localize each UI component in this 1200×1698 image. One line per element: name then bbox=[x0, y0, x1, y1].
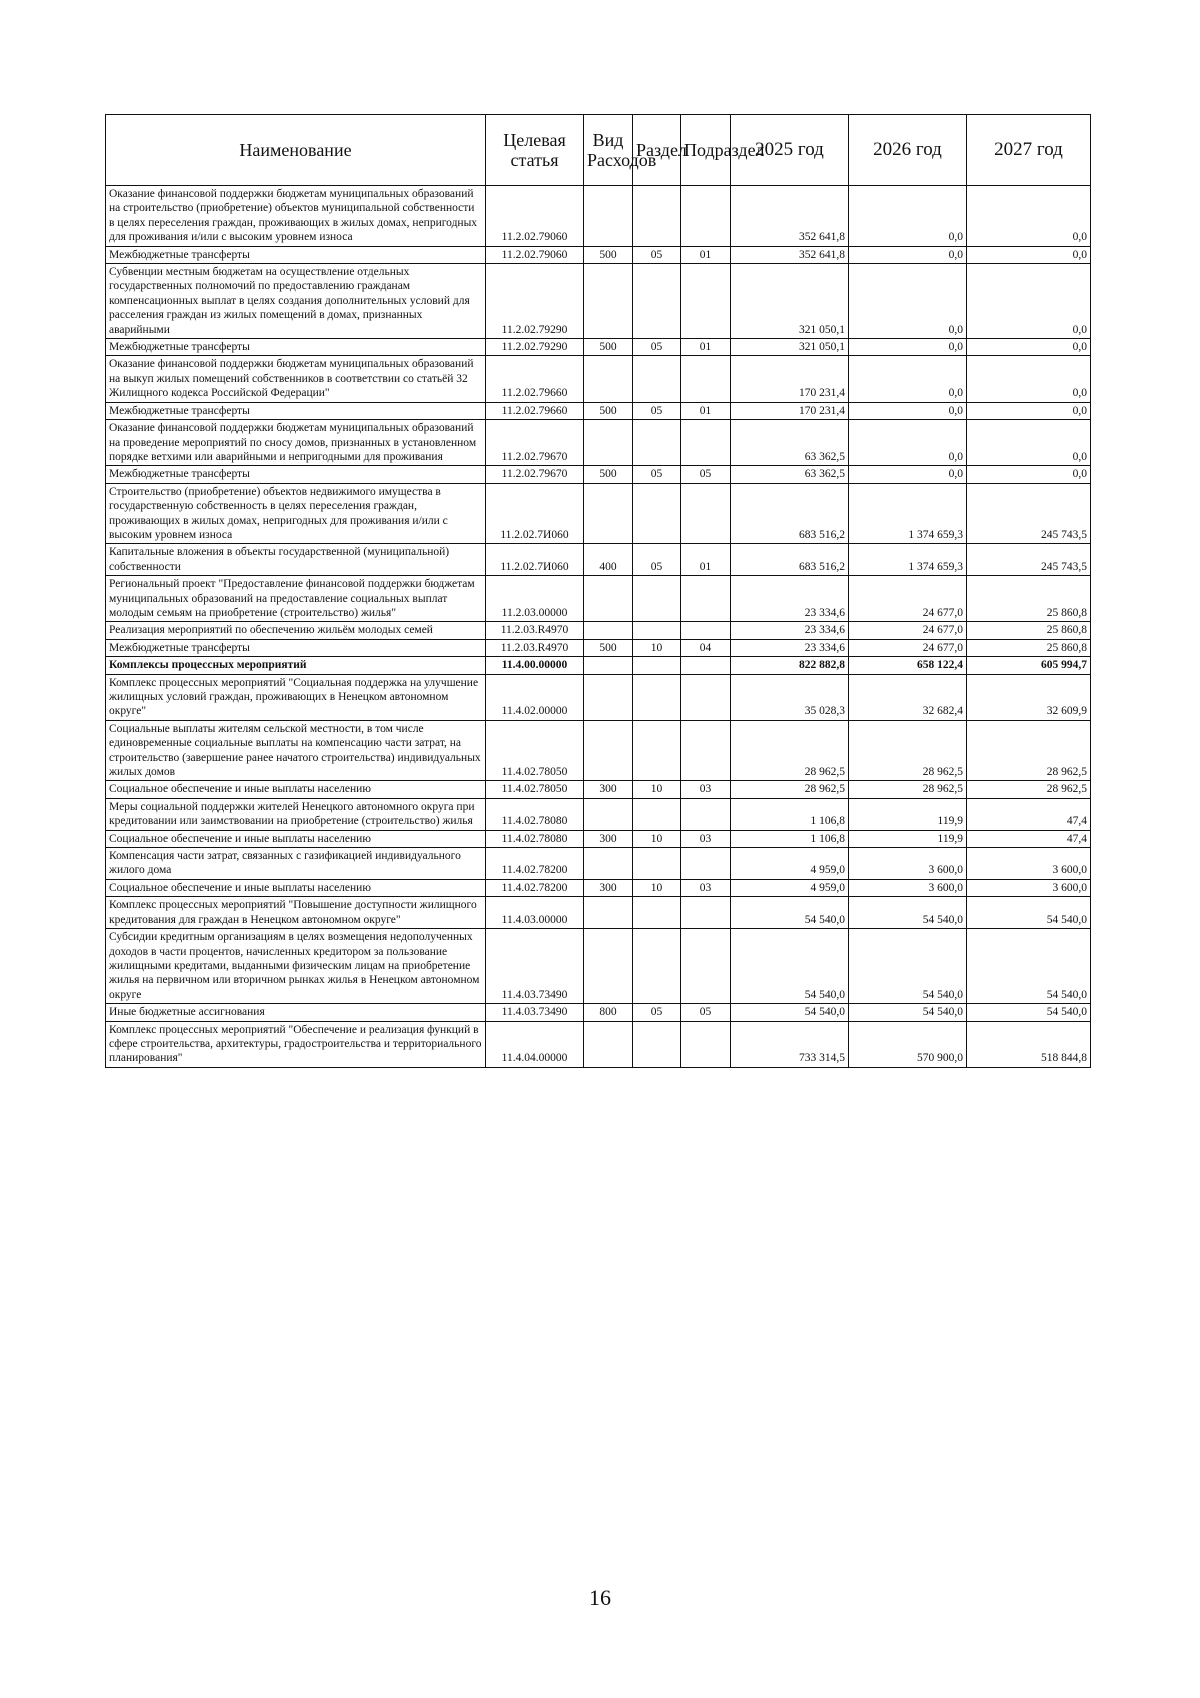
cell-2025: 321 050,1 bbox=[731, 339, 849, 356]
table-row bbox=[106, 657, 1091, 674]
cell-name: Региональный проект "Предоставление финансовой поддержки бюджетам муниципальных образований на предоставление социальных выплат молодым семьям на приобретение (строительство) жилья" bbox=[106, 576, 486, 622]
cell-name: Межбюджетные трансферты bbox=[106, 402, 486, 419]
cell-2026: 24 677,0 bbox=[849, 622, 967, 639]
cell-subsection: 01 bbox=[681, 544, 731, 576]
cell-name: Строительство (приобретение) объектов недвижимого имущества в государственную собственность в целях переселения граждан, проживающих в жилых домах, непригодных для проживания и/или с высоким уровнем износа bbox=[106, 483, 486, 544]
cell-target: 11.4.02.78200 bbox=[486, 848, 584, 880]
cell-2027: 0,0 bbox=[967, 186, 1091, 247]
cell-2026: 28 962,5 bbox=[849, 781, 967, 798]
cell-section bbox=[633, 929, 681, 1004]
cell-subsection: 05 bbox=[681, 1004, 731, 1021]
cell-type bbox=[584, 929, 633, 1004]
cell-subsection: 05 bbox=[681, 466, 731, 483]
cell-type: 800 bbox=[584, 1004, 633, 1021]
cell-target: 11.2.02.7И060 bbox=[486, 483, 584, 544]
cell-2027: 3 600,0 bbox=[967, 879, 1091, 896]
table-row bbox=[106, 1021, 1091, 1067]
cell-2027: 47,4 bbox=[967, 830, 1091, 847]
cell-2026: 54 540,0 bbox=[849, 1004, 967, 1021]
cell-target: 11.4.02.00000 bbox=[486, 674, 584, 720]
cell-type bbox=[584, 264, 633, 339]
cell-2026: 570 900,0 bbox=[849, 1021, 967, 1067]
cell-section bbox=[633, 483, 681, 544]
cell-name: Иные бюджетные ассигнования bbox=[106, 1004, 486, 1021]
table-row bbox=[106, 420, 1091, 466]
cell-name: Оказание финансовой поддержки бюджетам муниципальных образований на строительство (приобретение) объектов муниципальной собственности в целях переселения граждан, проживающих в жилых домах, непригодных для проживания и/или с высоким уровнем износа bbox=[106, 186, 486, 247]
cell-target: 11.2.03.00000 bbox=[486, 576, 584, 622]
cell-2025: 23 334,6 bbox=[731, 576, 849, 622]
cell-section bbox=[633, 356, 681, 402]
table-row bbox=[106, 576, 1091, 622]
cell-2027: 54 540,0 bbox=[967, 1004, 1091, 1021]
table-row bbox=[106, 674, 1091, 720]
cell-subsection: 01 bbox=[681, 246, 731, 263]
cell-subsection bbox=[681, 798, 731, 830]
cell-2026: 0,0 bbox=[849, 339, 967, 356]
cell-2027: 245 743,5 bbox=[967, 483, 1091, 544]
cell-target: 11.4.02.78200 bbox=[486, 879, 584, 896]
cell-name: Межбюджетные трансферты bbox=[106, 639, 486, 656]
cell-name: Межбюджетные трансферты bbox=[106, 246, 486, 263]
cell-subsection: 01 bbox=[681, 339, 731, 356]
table-row bbox=[106, 339, 1091, 356]
cell-name: Оказание финансовой поддержки бюджетам муниципальных образований на проведение мероприятий по сносу домов, признанных в установленном порядке ветхими или аварийными и непригодными для проживания bbox=[106, 420, 486, 466]
table-row bbox=[106, 483, 1091, 544]
cell-target: 11.2.02.79670 bbox=[486, 420, 584, 466]
cell-2025: 352 641,8 bbox=[731, 246, 849, 263]
cell-subsection bbox=[681, 929, 731, 1004]
cell-type bbox=[584, 657, 633, 674]
cell-name: Межбюджетные трансферты bbox=[106, 339, 486, 356]
table-row bbox=[106, 848, 1091, 880]
cell-2026: 0,0 bbox=[849, 246, 967, 263]
header-type: Вид Расходов bbox=[584, 115, 633, 186]
table-row bbox=[106, 879, 1091, 896]
cell-section: 10 bbox=[633, 879, 681, 896]
cell-2027: 25 860,8 bbox=[967, 639, 1091, 656]
cell-2025: 733 314,5 bbox=[731, 1021, 849, 1067]
cell-subsection bbox=[681, 483, 731, 544]
cell-target: 11.2.02.79290 bbox=[486, 339, 584, 356]
header-2026: 2026 год bbox=[849, 115, 967, 186]
cell-2026: 0,0 bbox=[849, 264, 967, 339]
cell-type: 300 bbox=[584, 781, 633, 798]
header-2027: 2027 год bbox=[967, 115, 1091, 186]
cell-2026: 0,0 bbox=[849, 420, 967, 466]
cell-section bbox=[633, 186, 681, 247]
cell-section bbox=[633, 848, 681, 880]
cell-section: 05 bbox=[633, 402, 681, 419]
cell-2025: 4 959,0 bbox=[731, 879, 849, 896]
cell-type bbox=[584, 897, 633, 929]
cell-2027: 54 540,0 bbox=[967, 929, 1091, 1004]
cell-name: Оказание финансовой поддержки бюджетам муниципальных образований на выкуп жилых помещений собственников в соответствии со статьёй 32 Жилищного кодекса Российской Федерации" bbox=[106, 356, 486, 402]
cell-2027: 25 860,8 bbox=[967, 622, 1091, 639]
cell-subsection: 03 bbox=[681, 830, 731, 847]
cell-target: 11.2.02.7И060 bbox=[486, 544, 584, 576]
cell-name: Социальное обеспечение и иные выплаты населению bbox=[106, 781, 486, 798]
cell-name: Комплекс процессных мероприятий "Социальная поддержка на улучшение жилищных условий граждан, проживающих в Ненецком автономном округе" bbox=[106, 674, 486, 720]
cell-type: 500 bbox=[584, 339, 633, 356]
cell-type: 400 bbox=[584, 544, 633, 576]
cell-target: 11.4.03.73490 bbox=[486, 929, 584, 1004]
cell-target: 11.2.03.R4970 bbox=[486, 639, 584, 656]
cell-section bbox=[633, 622, 681, 639]
table-row bbox=[106, 544, 1091, 576]
cell-target: 11.2.02.79060 bbox=[486, 186, 584, 247]
cell-section: 10 bbox=[633, 781, 681, 798]
cell-2027: 0,0 bbox=[967, 339, 1091, 356]
table-row bbox=[106, 246, 1091, 263]
cell-2026: 3 600,0 bbox=[849, 848, 967, 880]
cell-2025: 170 231,4 bbox=[731, 402, 849, 419]
header-target: Целевая статья bbox=[486, 115, 584, 186]
table-row bbox=[106, 781, 1091, 798]
cell-2026: 1 374 659,3 bbox=[849, 544, 967, 576]
cell-type: 500 bbox=[584, 402, 633, 419]
cell-section: 05 bbox=[633, 339, 681, 356]
cell-2025: 63 362,5 bbox=[731, 466, 849, 483]
cell-target: 11.4.02.78050 bbox=[486, 720, 584, 781]
cell-2026: 24 677,0 bbox=[849, 576, 967, 622]
cell-section bbox=[633, 1021, 681, 1067]
cell-target: 11.4.02.78080 bbox=[486, 830, 584, 847]
cell-2027: 32 609,9 bbox=[967, 674, 1091, 720]
cell-section bbox=[633, 264, 681, 339]
cell-subsection bbox=[681, 264, 731, 339]
cell-type bbox=[584, 1021, 633, 1067]
cell-2026: 119,9 bbox=[849, 798, 967, 830]
cell-2026: 0,0 bbox=[849, 466, 967, 483]
cell-2026: 24 677,0 bbox=[849, 639, 967, 656]
cell-subsection bbox=[681, 1021, 731, 1067]
cell-2025: 683 516,2 bbox=[731, 544, 849, 576]
cell-2025: 822 882,8 bbox=[731, 657, 849, 674]
cell-subsection bbox=[681, 622, 731, 639]
table-row bbox=[106, 929, 1091, 1004]
cell-section bbox=[633, 576, 681, 622]
cell-subsection bbox=[681, 897, 731, 929]
cell-2027: 47,4 bbox=[967, 798, 1091, 830]
cell-section: 10 bbox=[633, 639, 681, 656]
cell-target: 11.2.02.79060 bbox=[486, 246, 584, 263]
cell-2027: 0,0 bbox=[967, 264, 1091, 339]
cell-type bbox=[584, 483, 633, 544]
cell-target: 11.4.03.73490 bbox=[486, 1004, 584, 1021]
cell-2025: 54 540,0 bbox=[731, 897, 849, 929]
cell-target: 11.2.02.79290 bbox=[486, 264, 584, 339]
cell-2025: 683 516,2 bbox=[731, 483, 849, 544]
cell-type: 300 bbox=[584, 879, 633, 896]
cell-target: 11.4.00.00000 bbox=[486, 657, 584, 674]
header-2025: 2025 год bbox=[731, 115, 849, 186]
cell-2025: 170 231,4 bbox=[731, 356, 849, 402]
cell-name: Социальное обеспечение и иные выплаты населению bbox=[106, 830, 486, 847]
cell-2026: 658 122,4 bbox=[849, 657, 967, 674]
budget-table bbox=[105, 114, 1091, 1068]
table-row bbox=[106, 639, 1091, 656]
cell-2027: 3 600,0 bbox=[967, 848, 1091, 880]
cell-section: 05 bbox=[633, 544, 681, 576]
cell-target: 11.2.03.R4970 bbox=[486, 622, 584, 639]
table-row bbox=[106, 186, 1091, 247]
cell-2026: 28 962,5 bbox=[849, 720, 967, 781]
cell-name: Субсидии кредитным организациям в целях возмещения недополученных доходов в части процентов, начисленных кредитором за пользование жилищными кредитами, выданными физическим лицам на приобретение жилья на первичном или вторичном рынках жилья в Ненецком автономном округе bbox=[106, 929, 486, 1004]
cell-subsection bbox=[681, 186, 731, 247]
cell-type bbox=[584, 420, 633, 466]
cell-section: 05 bbox=[633, 466, 681, 483]
cell-type: 300 bbox=[584, 830, 633, 847]
header-name: Наименование bbox=[106, 115, 486, 186]
cell-2027: 0,0 bbox=[967, 356, 1091, 402]
cell-type bbox=[584, 848, 633, 880]
cell-2026: 0,0 bbox=[849, 402, 967, 419]
cell-name: Капитальные вложения в объекты государственной (муниципальной) собственности bbox=[106, 544, 486, 576]
cell-2026: 3 600,0 bbox=[849, 879, 967, 896]
cell-2025: 23 334,6 bbox=[731, 639, 849, 656]
cell-2026: 54 540,0 bbox=[849, 897, 967, 929]
cell-subsection bbox=[681, 674, 731, 720]
cell-2026: 1 374 659,3 bbox=[849, 483, 967, 544]
cell-type bbox=[584, 356, 633, 402]
cell-type bbox=[584, 576, 633, 622]
cell-type bbox=[584, 622, 633, 639]
cell-2026: 54 540,0 bbox=[849, 929, 967, 1004]
cell-2025: 54 540,0 bbox=[731, 1004, 849, 1021]
cell-section: 05 bbox=[633, 246, 681, 263]
table-row bbox=[106, 356, 1091, 402]
cell-2027: 245 743,5 bbox=[967, 544, 1091, 576]
cell-2027: 0,0 bbox=[967, 402, 1091, 419]
cell-type bbox=[584, 674, 633, 720]
cell-type bbox=[584, 798, 633, 830]
cell-subsection bbox=[681, 420, 731, 466]
cell-2026: 119,9 bbox=[849, 830, 967, 847]
cell-type: 500 bbox=[584, 466, 633, 483]
page-number: 16 bbox=[589, 1585, 611, 1610]
cell-2025: 4 959,0 bbox=[731, 848, 849, 880]
cell-2025: 1 106,8 bbox=[731, 798, 849, 830]
cell-target: 11.4.04.00000 bbox=[486, 1021, 584, 1067]
table-row bbox=[106, 1004, 1091, 1021]
cell-name: Меры социальной поддержки жителей Ненецкого автономного округа при кредитовании или заимствовании на приобретение (строительство) жилья bbox=[106, 798, 486, 830]
cell-section bbox=[633, 657, 681, 674]
cell-name: Комплекс процессных мероприятий "Обеспечение и реализация функций в сфере строительства, архитектуры, градостроительства и территориального планирования" bbox=[106, 1021, 486, 1067]
cell-subsection: 03 bbox=[681, 781, 731, 798]
cell-name: Субвенции местным бюджетам на осуществление отдельных государственных полномочий по предоставлению гражданам компенсационных выплат в целях создания дополнительных условий для расселения граждан из жилых помещений в домах, признанных аварийными bbox=[106, 264, 486, 339]
cell-2027: 25 860,8 bbox=[967, 576, 1091, 622]
cell-2027: 518 844,8 bbox=[967, 1021, 1091, 1067]
cell-name: Социальные выплаты жителям сельской местности, в том числе единовременные социальные выплаты на компенсацию части затрат, на строительство (завершение ранее начатого строительства) индивидуальных жилых домов bbox=[106, 720, 486, 781]
cell-section: 05 bbox=[633, 1004, 681, 1021]
cell-target: 11.2.02.79660 bbox=[486, 402, 584, 419]
cell-target: 11.4.03.00000 bbox=[486, 897, 584, 929]
cell-subsection bbox=[681, 657, 731, 674]
cell-subsection bbox=[681, 848, 731, 880]
cell-section bbox=[633, 674, 681, 720]
header-section: Раздел bbox=[633, 115, 681, 186]
cell-type: 500 bbox=[584, 246, 633, 263]
table-row bbox=[106, 466, 1091, 483]
cell-target: 11.4.02.78080 bbox=[486, 798, 584, 830]
cell-name: Межбюджетные трансферты bbox=[106, 466, 486, 483]
table-row bbox=[106, 830, 1091, 847]
table-row bbox=[106, 402, 1091, 419]
cell-subsection: 01 bbox=[681, 402, 731, 419]
cell-section bbox=[633, 798, 681, 830]
cell-2025: 1 106,8 bbox=[731, 830, 849, 847]
cell-2025: 352 641,8 bbox=[731, 186, 849, 247]
header-row bbox=[106, 115, 1091, 186]
cell-subsection bbox=[681, 576, 731, 622]
cell-2026: 32 682,4 bbox=[849, 674, 967, 720]
cell-2027: 0,0 bbox=[967, 420, 1091, 466]
cell-name: Реализация мероприятий по обеспечению жильём молодых семей bbox=[106, 622, 486, 639]
cell-2027: 0,0 bbox=[967, 466, 1091, 483]
cell-2025: 23 334,6 bbox=[731, 622, 849, 639]
cell-2025: 28 962,5 bbox=[731, 781, 849, 798]
table-row bbox=[106, 264, 1091, 339]
cell-target: 11.4.02.78050 bbox=[486, 781, 584, 798]
table-row bbox=[106, 798, 1091, 830]
table-row bbox=[106, 720, 1091, 781]
cell-section bbox=[633, 897, 681, 929]
cell-subsection: 04 bbox=[681, 639, 731, 656]
cell-subsection bbox=[681, 356, 731, 402]
cell-section bbox=[633, 420, 681, 466]
header-subsection: Подраздел bbox=[681, 115, 731, 186]
cell-subsection: 03 bbox=[681, 879, 731, 896]
cell-2025: 321 050,1 bbox=[731, 264, 849, 339]
cell-2025: 54 540,0 bbox=[731, 929, 849, 1004]
cell-name: Комплексы процессных мероприятий bbox=[106, 657, 486, 674]
cell-section bbox=[633, 720, 681, 781]
cell-2027: 28 962,5 bbox=[967, 720, 1091, 781]
table-body bbox=[106, 186, 1091, 1068]
cell-2027: 54 540,0 bbox=[967, 897, 1091, 929]
cell-type bbox=[584, 186, 633, 247]
table-row bbox=[106, 622, 1091, 639]
cell-2025: 35 028,3 bbox=[731, 674, 849, 720]
cell-name: Компенсация части затрат, связанных с газификацией индивидуального жилого дома bbox=[106, 848, 486, 880]
cell-target: 11.2.02.79660 bbox=[486, 356, 584, 402]
cell-subsection bbox=[681, 720, 731, 781]
cell-2026: 0,0 bbox=[849, 356, 967, 402]
cell-2026: 0,0 bbox=[849, 186, 967, 247]
cell-type: 500 bbox=[584, 639, 633, 656]
cell-name: Социальное обеспечение и иные выплаты населению bbox=[106, 879, 486, 896]
cell-2027: 28 962,5 bbox=[967, 781, 1091, 798]
cell-2027: 0,0 bbox=[967, 246, 1091, 263]
cell-section: 10 bbox=[633, 830, 681, 847]
cell-2025: 28 962,5 bbox=[731, 720, 849, 781]
cell-target: 11.2.02.79670 bbox=[486, 466, 584, 483]
cell-name: Комплекс процессных мероприятий "Повышение доступности жилищного кредитования для граждан в Ненецком автономном округе" bbox=[106, 897, 486, 929]
table-row bbox=[106, 897, 1091, 929]
cell-2025: 63 362,5 bbox=[731, 420, 849, 466]
cell-2027: 605 994,7 bbox=[967, 657, 1091, 674]
cell-type bbox=[584, 720, 633, 781]
